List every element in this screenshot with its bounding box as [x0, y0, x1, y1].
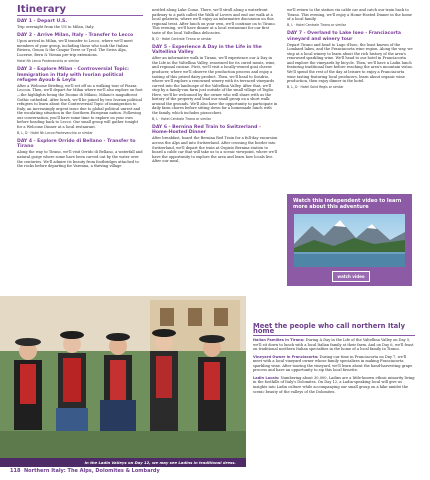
meet-lead: Italian Families in Tirano: — [253, 338, 305, 343]
video-thumbnail[interactable] — [294, 214, 405, 267]
day-text: nestled along Lake Como. There, we'll stroll along a waterfront pathway to a path called the Walk of Lovers and end our walk at a local gelateria, where we'll enjoy an informative discussion on this regional treat. After lunch on your own, we'll continue on to Tirano. This evening, we'll have dinner at a local restaurant for our first taste of the local Valtellina delicacies. — [152, 8, 276, 35]
day-text: After an informative walk in Tirano, we'll experience our A Day in the Life in the Valtellina Valley, renowned for its cured meats, wine, and regional cuisine. First, we'll visit a locally-owned goat cheese producer, where we'll observe the production process and enjoy a tasting of this prized dairy product. Then, we'll head to Sondrio, where we'll explore a renowned winery with its terraced vineyards carved into the landscape of the Valtellina Valley. After that, we'll stop by a family-run farm just outside of the small village of Teglio. Here, we'll be welcomed by the owner who will share with us the history of the property and lead our small group on a short walk around the grounds. We'll also have the opportunity to participate in daily farm chores before sitting down for a homemade lunch with the family, which includes pizzoccheri. — [152, 56, 278, 115]
video-promo — [287, 194, 412, 286]
footer-title: Northern Italy: The Alps, Dolomites & Lombardy — [24, 468, 160, 474]
meet-text: During A Day in the Life of the Valtellina Valley on Day 5, we'll sit down to lunch with a local Italian family at their farm. And on Day 6, we'll feast on traditional northern Italian specialties in the home of a local family in Tirano. — [253, 338, 414, 352]
accommodation-note: Hotel Nh Lecco Pontevecchio or similar — [17, 58, 80, 63]
itinerary-column-1 — [17, 4, 143, 169]
day-text: Depart Tirano and head to Lago d'Iseo, the least known of the Lombard lakes, and the Franciacorta wine region. Along the way, we stop at a local winery to learn about the rich history of the area's renowned sparkling wine. We'll head to our hotel in Franciacorta and explore the vineyards by bicycle. Then, we'll have a Ladin lunch featuring traditional fare before reaching the area's mountain vistas. We'll spend the rest of the day at leisure to enjoy a Franciacorta wine tasting featuring local producers, learn about organic wine production, then enjoy dinner in the hotel. — [287, 42, 413, 84]
itinerary-heading: Itinerary — [17, 8, 143, 16]
day-heading: DAY 6 - Bernina Red Train to Switzerland - Home-Hosted Dinner — [152, 125, 261, 136]
accommodation-note: B, L, D · Hotel Saint Regis or similar — [287, 85, 344, 90]
meet-lead: Ladin Locals: — [253, 375, 280, 380]
accommodation-note: B, D · Hotel Centrale Tirano or similar — [152, 36, 212, 41]
itinerary-column-2 — [152, 8, 278, 164]
accommodation-note: B, L · Hotel Centrale Tirano or similar — [152, 116, 212, 121]
watch-video-button[interactable]: watch video — [332, 271, 370, 282]
accommodation-note: B, L · Hotel Centrale Tirano or similar — [287, 23, 347, 28]
meet-paragraph — [253, 355, 415, 373]
video-title: Watch this independent video to learn more about this adventure — [293, 198, 402, 211]
day-text: After breakfast, board the Bernina Red Train for a full-day excursion across the Alps and into Switzerland. After crossing the border into Switzerland, we'll depart the train at Ospizio Bernina station to board a cable car that will take us to a scenic viewpoint, where we'll have the opportunity to explore the area and learn how locals live. After our meal, — [152, 136, 278, 164]
day-heading: DAY 7 - Overland to Lake Iseo - Franciacorta vineyard and winery tour — [287, 31, 402, 42]
day-heading: DAY 5 - Experience A Day in the Life in the Valtellina Valley — [152, 44, 262, 56]
day-heading: DAY 4 - Explore Orrido di Bellano - Transfer to Tirano — [17, 139, 136, 150]
day-text: Upon arrival in Milan, we'll transfer to Lecco, where we'll meet members of your group, including those who took the Italian Riviera, Genoa & the Cinque Terre or Tyrol: The Swiss Alps, Lucerne, Bern & Vienna pre-trip extensions. — [17, 39, 133, 57]
day-text: After a Welcome Briefing, we'll set off on a walking tour of Piazza Leccon. Then, we'll depart for Milan where we'll also explore on foot—the highlights being the Duomo di Milano, Milano's magnificent Gothic cathedral. After lunch, we'll be joined by two Ivorian political refugees to learn about the Controversial Topic of immigration to Italy, an increasingly urgent issue due to global political unrest and the escalating situation in the Southern European nation. Following our conversation, you'll have some time to explore on your own before heading back to Lecco. Our small group will gather tonight for a Welcome Dinner at a local restaurant. — [17, 83, 143, 129]
day-text: we'll return to the station via cable car and catch our train back to Tirano. This evening, we'll enjoy a Home-Hosted Dinner in the home of a local family. — [287, 8, 412, 22]
page-footer — [0, 466, 430, 480]
page-number: 118 — [10, 468, 21, 474]
meet-lead: Vineyard Owner in Franciacorta: — [253, 354, 319, 359]
meet-paragraph — [253, 376, 415, 394]
day-text: Trip overnight from the US to Milan, Italy. — [17, 25, 95, 30]
meet-text: During our time in Franciacorta on Day 7, we'll meet with a local vineyard owner whose family specializes in making Franciacorta sparkling wine. After touring the vineyard, we'll learn about the hand-harvesting grape process and have an opportunity to sip this local favorite. — [253, 354, 413, 373]
meet-the-people-section — [253, 324, 415, 397]
photo-caption-text: In the Ladin Valleys on Day 12, we may see Ladins in traditional dress. — [84, 460, 236, 465]
day-text: Along the way to Tirano, we'll visit Orrido di Bellano, a waterfall and natural gorge where some have been carved out by the water over the centuries. We'll admire its beauty from footbridges attached to the rocks before departing for Varenna, a thriving village — [17, 150, 143, 169]
meet-text: Numbering about 30,000, Ladins are a little-known ethnic minority living in the foothills of Italy's Dolomites. On Day 12, a Ladin-speaking local will give us insights into Ladin culture while accompanying our small group on a hike amidst the scenic beauty of the valleys of the Dolomites. — [253, 375, 415, 394]
itinerary-column-3 — [287, 8, 413, 90]
day-heading: DAY 2 - Arrive Milan, Italy - Transfer to Lecco — [17, 33, 134, 39]
ladin-people-photo — [0, 296, 246, 466]
meet-heading: Meet the people who call northern Italy home — [253, 324, 415, 336]
traditional-dress-photo — [0, 296, 246, 466]
accommodation-note: B, L, D · Hotel Nh Lecco Pontevecchio or similar — [17, 130, 93, 135]
mountain-lake-image — [294, 214, 405, 267]
day-heading: DAY 3 - Explore Milan - Controversial Topic: Immigration in Italy with Ivorian political refugee Ayoub & Leyla — [17, 67, 129, 83]
day-heading: DAY 1 - Depart U.S. — [17, 19, 68, 25]
meet-paragraph — [253, 338, 415, 352]
